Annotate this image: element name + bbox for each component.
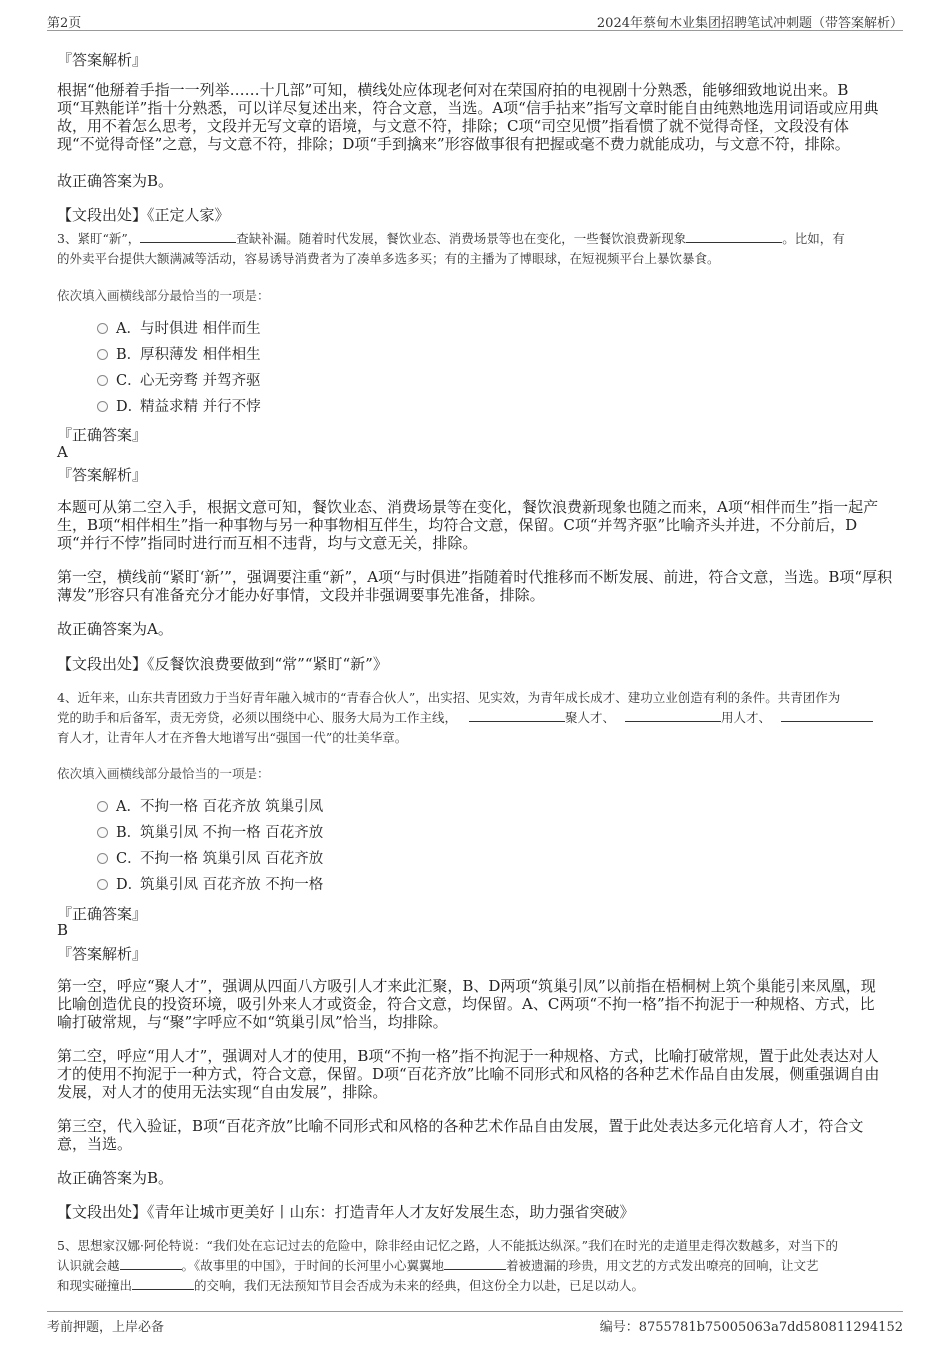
blank-line (140, 230, 236, 243)
text-span: 和现实碰撞出 (57, 1278, 133, 1293)
blank-line (469, 709, 565, 722)
text-line: 薄发”形容只有准备充分才能办好事情，文段并非强调要事先准备，排除。 (57, 586, 545, 604)
correct-answer-label: 『正确答案』 (57, 905, 148, 923)
option-letter: B． (116, 347, 142, 363)
text-line: 的外卖平台提供大额满减等活动，容易诱导消费者为了凑单多选多买；有的主播为了博眼球，在短视频平台上暴饮暴食。 (57, 251, 720, 266)
source-citation: 【文段出处】《反餐饮浪费要做到“常”“紧盯“新”》 (57, 655, 388, 673)
option-text: 心无旁骛 并驾齐驱 (140, 373, 261, 389)
blank-line (781, 709, 873, 722)
option-text: 不拘一格 百花齐放 筑巢引凤 (140, 799, 324, 815)
correct-answer: A (57, 443, 68, 461)
text-line: 发展，对人才的使用无法实现“自由发展”，排除。 (57, 1083, 388, 1101)
page-number: 第2页 (47, 16, 82, 31)
text-line: 本题可从第二空入手，根据文意可知，餐饮业态、消费场景等在变化，餐饮浪费新现象也随之而来，A项“相伴而生”指一起产 (57, 498, 879, 516)
text-line: 第三空，代入验证，B项“百花齐放”比喻不同形式和风格的各种艺术作品自由发展，置于此处表达多元化培育人才，符合文 (57, 1117, 864, 1135)
text-span: 查缺补漏。随着时代发展，餐饮业态、消费场景等也在变化，一些餐饮浪费新现象 (236, 231, 687, 246)
text-line: 项“耳熟能详”指十分熟悉，可以详尽复述出来，符合文意，当选。A项“信手拈来”指写文章时能自由纯熟地选用词语或应用典 (57, 99, 879, 117)
radio-button[interactable] (97, 401, 108, 412)
text-line: 第一空，呼应“聚人才”，强调从四面八方吸引人才来此汇聚，B、D两项“筑巢引凤”以前指在梧桐树上筑个巢能引来凤凰，现 (57, 977, 876, 995)
blank-line (132, 1277, 194, 1290)
text-span: 用人才、 (721, 710, 772, 725)
question-3-text (57, 229, 893, 269)
blank-line (686, 230, 782, 243)
text-span: 党的助手和后备军，责无旁贷，必须以围绕中心、服务大局为工作主线， (57, 710, 458, 725)
option-letter: B． (116, 825, 142, 841)
question-prompt: 依次填入画横线部分最恰当的一项是： (57, 766, 270, 781)
analysis-paragraph (57, 498, 893, 552)
text-line: 根据“他掰着手指一一列举……十几部”可知，横线处应体现老何对在荣国府拍的电视剧十分熟悉，能够细致地说出来。B (57, 81, 849, 99)
radio-button[interactable] (97, 827, 108, 838)
text-line: 生，B项“相伴相生”指一种事物与另一种事物相互伴生，均符合文意，保留。C项“并驾齐驱”比喻齐头并进，不分前后，D (57, 516, 858, 534)
text-line: 第二空，呼应“用人才”，强调对人才的使用，B项“不拘一格”指不拘泥于一种规格、方式，比喻打破常规，置于此处表达对人 (57, 1047, 879, 1065)
page-footer (47, 1311, 903, 1336)
blank-line (444, 1257, 506, 1270)
question-prompt: 依次填入画横线部分最恰当的一项是： (57, 288, 270, 303)
radio-button[interactable] (97, 853, 108, 864)
analysis-paragraph (57, 977, 893, 1031)
radio-button[interactable] (97, 879, 108, 890)
blank-line (625, 709, 721, 722)
option-a[interactable] (97, 319, 261, 339)
text-line: 项“并行不悖”指同时进行而互相不违背，均与文意无关，排除。 (57, 534, 478, 552)
conclusion: 故正确答案为B。 (57, 172, 174, 190)
radio-button[interactable] (97, 323, 108, 334)
radio-button[interactable] (97, 801, 108, 812)
correct-answer-label: 『正确答案』 (57, 426, 148, 444)
page-header (47, 8, 903, 31)
document-title: 2024年蔡甸木业集团招聘笔试冲刺题（带答案解析） (596, 16, 903, 31)
option-letter: A． (116, 799, 141, 815)
text-span: 的交响，我们无法预知节目会否成为未来的经典，但这份全力以赴，已足以动人。 (194, 1278, 645, 1293)
correct-answer: B (57, 921, 69, 939)
analysis-paragraph (57, 1047, 893, 1101)
option-text: 厚积薄发 相伴相生 (140, 347, 261, 363)
option-letter: A． (116, 321, 141, 337)
footer-slogan: 考前押题，上岸必备 (47, 1320, 165, 1335)
option-letter: C． (116, 373, 142, 389)
conclusion: 故正确答案为A。 (57, 620, 173, 638)
radio-button[interactable] (97, 349, 108, 360)
text-line: 比喻创造优良的投资环境，吸引外来人才或资金，符合文意，均保留。A、C两项“不拘一格”指不拘泥于一种规格、方式，比 (57, 995, 875, 1013)
option-a[interactable] (97, 797, 323, 817)
analysis-label: 『答案解析』 (57, 945, 148, 963)
text-line: 5、思想家汉娜·阿伦特说：“我们处在忘记过去的危险中，除非经由记忆之路，人不能抵达纵深。”我们在时光的走道里走得次数越多，对当下的 (57, 1238, 838, 1253)
option-letter: D． (116, 399, 143, 415)
conclusion: 故正确答案为B。 (57, 1169, 174, 1187)
option-text: 筑巢引凤 不拘一格 百花齐放 (140, 825, 324, 841)
text-line: 4、近年来，山东共青团致力于当好青年融入城市的“青春合伙人”，出实招、见实效，为青年成长成才、建功立业创造有利的条件。共青团作为 (57, 690, 841, 705)
source-citation: 【文段出处】《正定人家》 (57, 206, 230, 224)
option-b[interactable] (97, 345, 261, 365)
option-d[interactable] (97, 397, 261, 417)
analysis-paragraph (57, 568, 893, 604)
analysis-label: 『答案解析』 (57, 466, 148, 484)
text-line: 第一空，横线前“紧盯‘新’”，强调要注重“新”，A项“与时俱进”指随着时代推移而不断发展、前进，符合文意，当选。B项“厚积 (57, 568, 893, 586)
source-citation: 【文段出处】《青年让城市更美好丨山东：打造青年人才友好发展生态，助力强省突破》 (57, 1203, 635, 1221)
text-span: 认识就会越 (57, 1258, 120, 1273)
option-text: 精益求精 并行不悖 (140, 399, 261, 415)
text-line: 故，用不着怎么思考，文段并无写文章的语境，与文意不符，排除；C项“司空见惯”指看惯了就不觉得奇怪，文段没有体 (57, 117, 849, 135)
text-span: 3、紧盯“新”， (57, 231, 141, 246)
text-line: 喻打破常规，与“聚”字呼应不如“筑巢引凤”恰当，均排除。 (57, 1013, 448, 1031)
option-text: 不拘一格 筑巢引凤 百花齐放 (140, 851, 324, 867)
option-b[interactable] (97, 823, 323, 843)
text-span: 着被遗漏的珍贵，用文艺的方式发出嘹亮的回响，让文艺 (506, 1258, 819, 1273)
text-line: 现“不觉得奇怪”之意，与文意不符，排除；D项“手到擒来”形容做事很有把握或毫不费力就能成功，与文意不符，排除。 (57, 135, 850, 153)
document-id: 编号：8755781b75005063a7dd580811294152 (599, 1320, 903, 1335)
option-c[interactable] (97, 371, 261, 391)
option-d[interactable] (97, 875, 323, 895)
option-text: 筑巢引凤 百花齐放 不拘一格 (140, 877, 324, 893)
option-letter: C． (116, 851, 142, 867)
question-5-text (57, 1236, 893, 1296)
radio-button[interactable] (97, 375, 108, 386)
blank-line (120, 1257, 182, 1270)
analysis-paragraph (57, 1117, 893, 1153)
option-letter: D． (116, 877, 143, 893)
text-line: 才的使用不拘泥于一种方式，符合文意，保留。D项“百花齐放”比喻不同形式和风格的各种艺术作品自由发展，侧重强调自由 (57, 1065, 880, 1083)
question-4-text (57, 688, 893, 748)
text-line: 意，当选。 (57, 1135, 133, 1153)
analysis-paragraph (57, 81, 893, 153)
option-c[interactable] (97, 849, 323, 869)
text-span: 。比如，有 (782, 231, 845, 246)
text-span: 。《故事里的中国》，于时间的长河里小心翼翼地 (181, 1258, 445, 1273)
text-span: 聚人才、 (565, 710, 616, 725)
analysis-label: 『答案解析』 (57, 51, 148, 69)
text-line: 育人才，让青年人才在齐鲁大地谱写出“强国一代”的壮美华章。 (57, 730, 408, 745)
option-text: 与时俱进 相伴而生 (140, 321, 261, 337)
